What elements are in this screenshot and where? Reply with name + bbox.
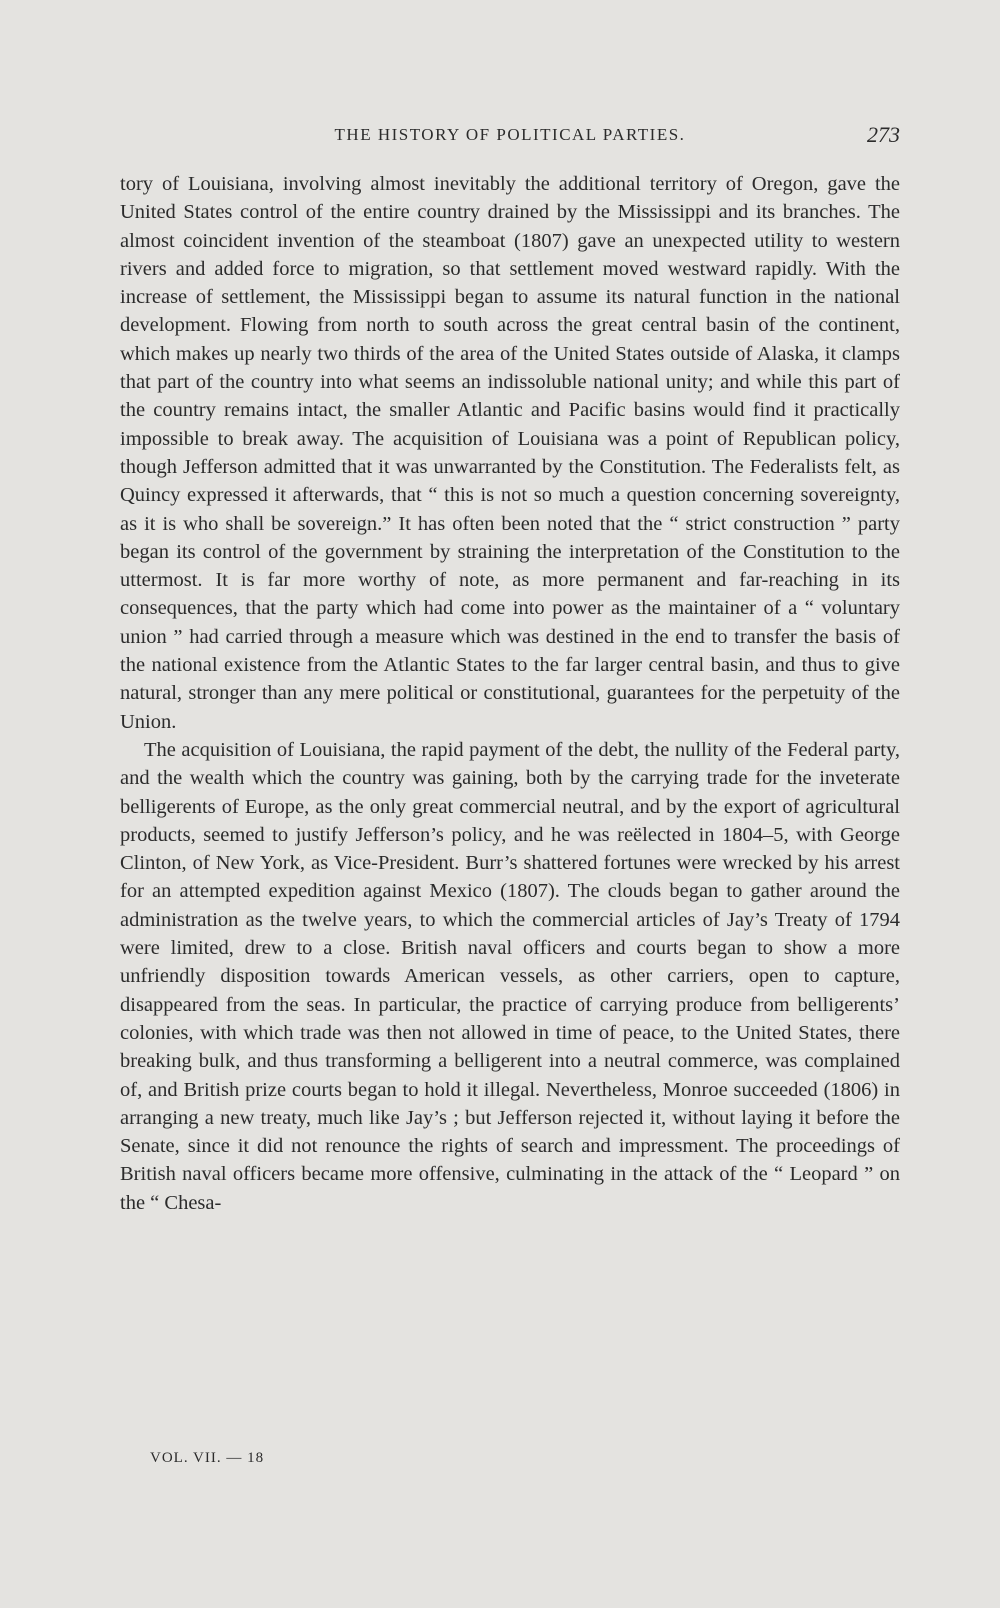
page-number: 273 [867,122,900,147]
signature-mark: VOL. VII. — 18 [150,1450,265,1466]
paragraph-acquisition: The acquisition of Louisiana, the rapid payment of the debt, the nullity of the Federal party, and the wealth which the country was gaining, both by the carrying trade for the inveterate belligerents of Europe, as the only great commercial neutral, and by the export of agricultural products, seemed to justify Jefferson’s policy, and he was reëlected in 1804–5, with George Clinton, of New York, as Vice-President. Burr’s shattered fortunes were wrecked by his arrest for an attempted expedition against Mexico (1807). The clouds began to gather around the administration as the twelve years, to which the commercial articles of Jay’s Treaty of 1794 were limited, drew to a close. British naval officers and courts began to show a more unfriendly disposition towards American vessels, as other carriers, open to capture, disappeared from the seas. In particular, the practice of carrying produce from belligerents’ colonies, with which trade was then not allowed in time of peace, to the United States, there breaking bulk, and thus transforming a belligerent into a neutral commerce, was complained of, and British prize courts began to hold it illegal. Nevertheless, Monroe succeeded (1806) in arranging a new treaty, much like Jay’s ; but Jefferson rejected it, without laying it before the Senate, since it did not renounce the rights of search and impressment. The proceedings of British naval officers became more offensive, culminating in the attack of the “ Leopard ” on the “ Chesa- [120,738,900,1214]
page-header [120,120,900,150]
running-head: THE HISTORY OF POLITICAL PARTIES. [334,125,686,144]
body-text [120,170,900,1217]
paragraph-continued: tory of Louisiana, involving almost inevitably the additional territory of Oregon, gave the United States control of the entire country drained by the Mississippi and its branches. The almost coincident invention of the steamboat (1807) gave an unexpected utility to western rivers and added force to migration, so that settlement moved westward rapidly. With the increase of settlement, the Mississippi began to assume its natural function in the national development. Flowing from north to south across the great central basin of the continent, which makes up nearly two thirds of the area of the United States outside of Alaska, it clamps that part of the country into what seems an indissoluble national unity; and while this part of the country remains intact, the smaller Atlantic and Pacific basins would find it practically impossible to break away. The acquisition of Louisiana was a point of Republican policy, though Jefferson admitted that it was unwarranted by the Constitution. The Federalists felt, as Quincy expressed it afterwards, that “ this is not so much a question concerning sovereignty, as it is who shall be sovereign.” It has often been noted that the “ strict construction ” party began its control of the government by straining the interpretation of the Constitution to the uttermost. It is far more worthy of note, as more permanent and far-reaching in its consequences, that the party which had come into power as the maintainer of a “ voluntary union ” had carried through a measure which was destined in the end to transfer the basis of the national existence from the Atlantic States to the far larger central basin, and thus to give natural, stronger than any mere political or constitutional, guarantees for the perpetuity of the Union. [120,173,900,733]
